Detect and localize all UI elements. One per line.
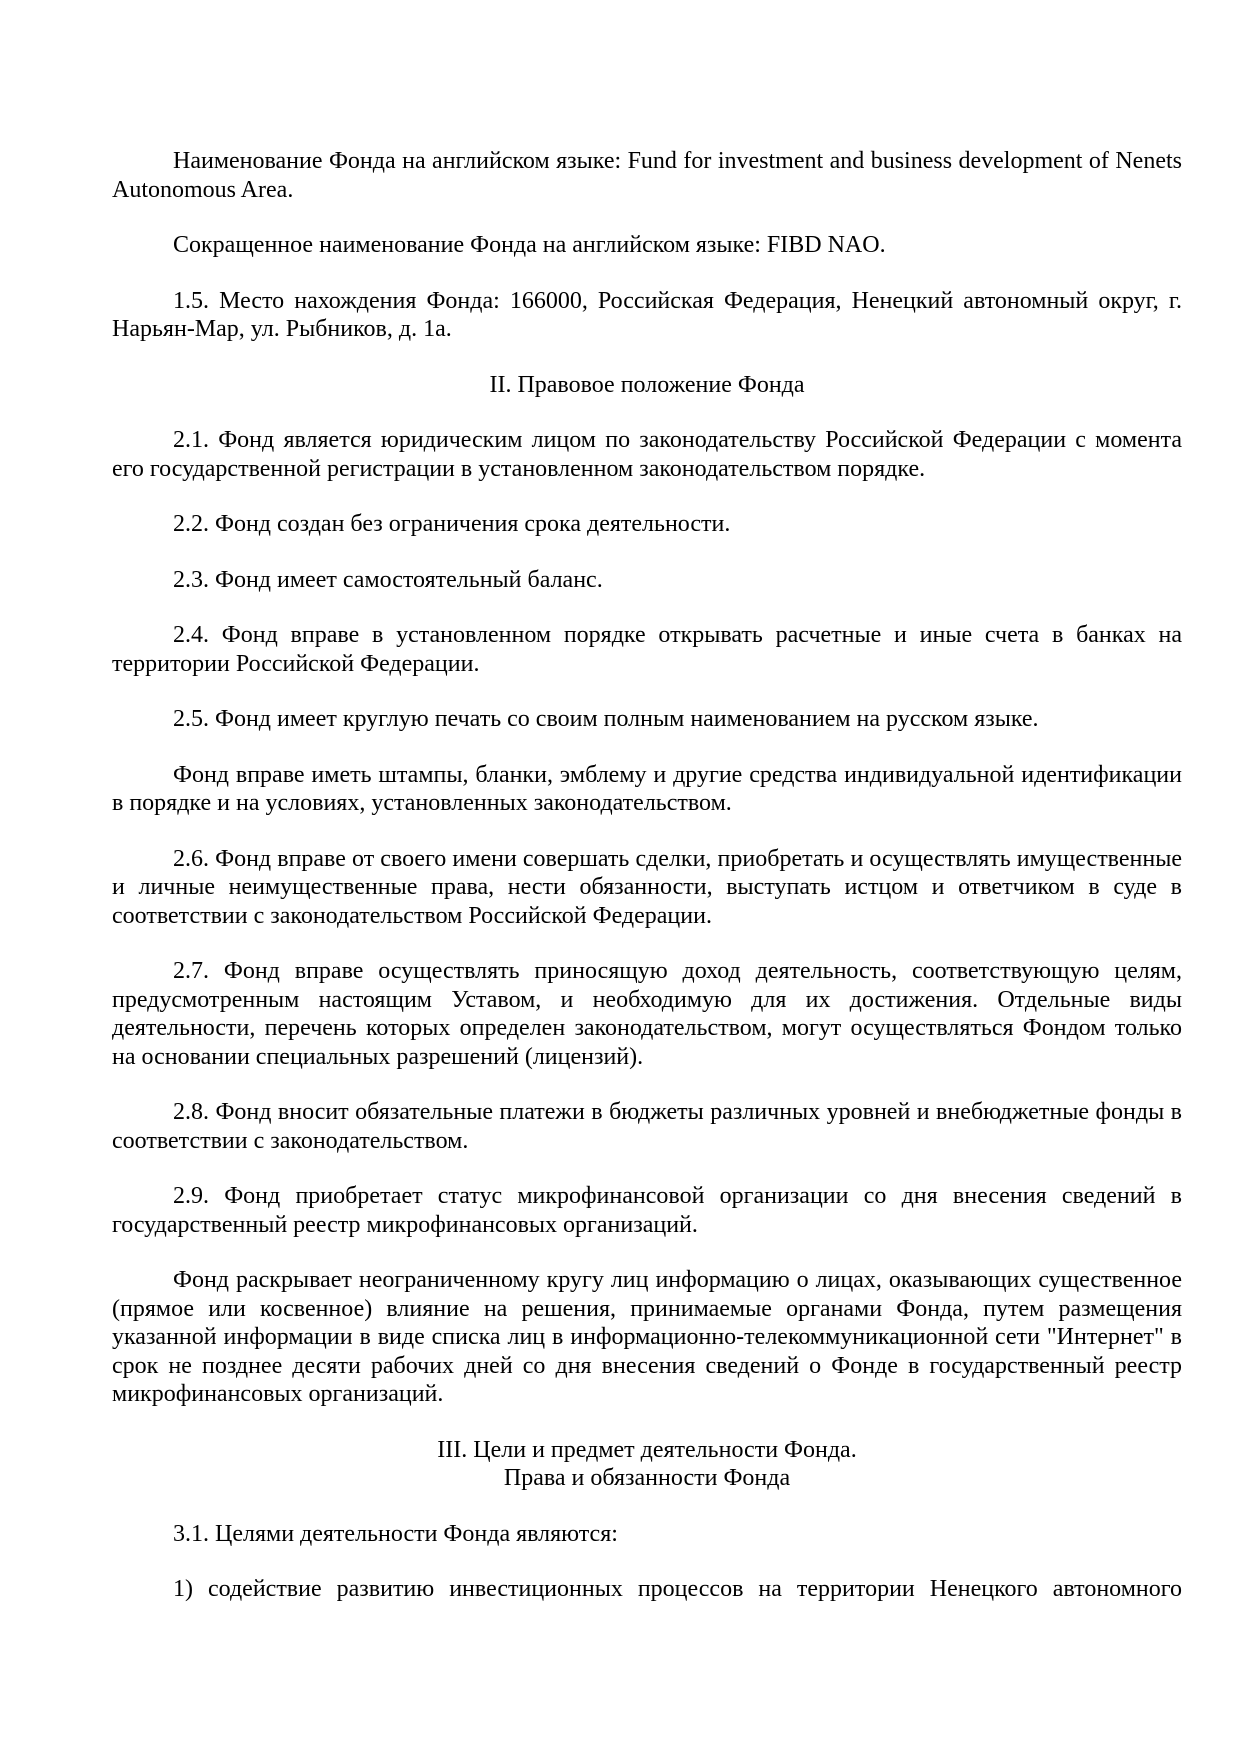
paragraph-3-1: 3.1. Целями деятельности Фонда являются: <box>173 1520 618 1547</box>
heading-section-ii-legal-status: II. Правовое положение Фонда <box>489 371 805 398</box>
paragraph-1-5-location: 1.5. Место нахождения Фонда: 166000, Российская Федерация, Ненецкий автономный округ, г. Нарьян-Мар, ул. Рыбников, д. 1а. <box>112 287 1182 342</box>
paragraph-2-8: 2.8. Фонд вносит обязательные платежи в бюджеты различных уровней и внебюджетные фонды в соответствии с законодательством. <box>112 1099 1182 1154</box>
paragraph-2-7: 2.7. Фонд вправе осуществлять приносящую доход деятельность, соответствующую целям, предусмотренным настоящим Уставом, и необходимую для их достижения. Отдельные виды деятельности, перечень которых определен законодательством, могут осуществляться Фондом только на основании специальных разрешений (лицензий). <box>112 958 1182 1070</box>
paragraph-2-9-disclosure: Фонд раскрывает неограниченному кругу лиц информацию о лицах, оказывающих существенное (прямое или косвенное) влияние на решения, принимаемые органами Фонда, путем размещения указанной информации в виде списка лиц в информационно-телекоммуникационной сети "Интернет" в срок не позднее десяти рабочих дней со дня внесения сведений о Фонде в государственный реестр микрофинансовых организаций. <box>112 1267 1182 1407</box>
paragraph-2-5: 2.5. Фонд имеет круглую печать со своим полным наименованием на русском языке. <box>173 706 1039 732</box>
heading-section-iii-line-1: III. Цели и предмет деятельности Фонда. <box>437 1436 857 1463</box>
paragraph-2-3: 2.3. Фонд имеет самостоятельный баланс. <box>173 566 603 593</box>
paragraph-fund-name-english: Наименование Фонда на английском языке: Fund for investment and business development of Nenets Autonomous Area. <box>112 148 1182 203</box>
paragraph-2-2: 2.2. Фонд создан без ограничения срока деятельности. <box>173 511 731 537</box>
paragraph-2-4: 2.4. Фонд вправе в установленном порядке открывать расчетные и иные счета в банках на территории Российской Федерации. <box>112 622 1182 677</box>
paragraph-2-5-stamps: Фонд вправе иметь штампы, бланки, эмблему и другие средства индивидуальной идентификации в порядке и на условиях, установленных законодательством. <box>112 761 1182 816</box>
paragraph-goal-1: 1) содействие развитию инвестиционных процессов на территории Ненецкого автономного <box>173 1576 1182 1602</box>
paragraph-2-1: 2.1. Фонд является юридическим лицом по законодательству Российской Федерации с момента его государственной регистрации в установленном законодательством порядке. <box>112 427 1182 482</box>
heading-section-iii-line-2: Права и обязанности Фонда <box>503 1465 791 1491</box>
paragraph-fund-short-name-english: Сокращенное наименование Фонда на английском языке: FIBD NAO. <box>173 232 886 258</box>
paragraph-2-9: 2.9. Фонд приобретает статус микрофинансовой организации со дня внесения сведений в государственный реестр микрофинансовых организаций. <box>112 1183 1182 1238</box>
paragraph-2-6: 2.6. Фонд вправе от своего имени совершать сделки, приобретать и осуществлять имущественные и личные неимущественные права, нести обязанности, выступать истцом и ответчиком в суде в соответствии с законодательством Российской Федерации. <box>112 845 1182 929</box>
